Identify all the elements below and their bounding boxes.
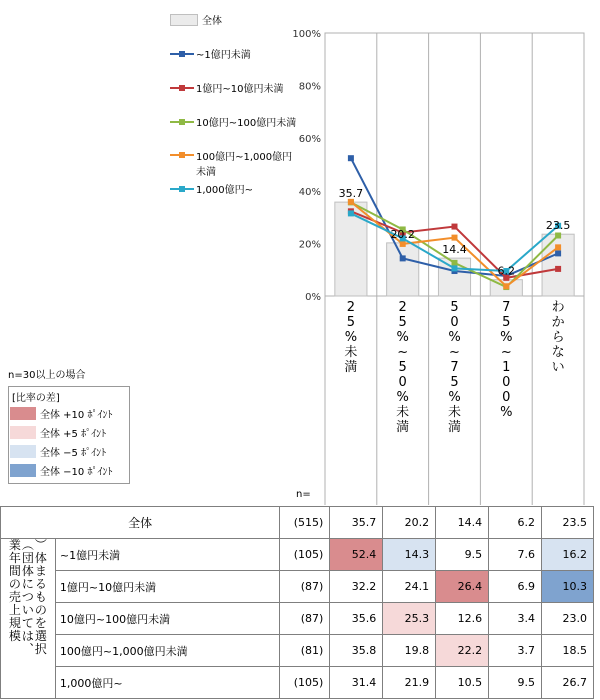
- cell: 35.7: [330, 507, 383, 539]
- category-label: [496, 300, 516, 420]
- category-label-char: な: [551, 345, 565, 360]
- series-point: [452, 224, 458, 230]
- category-label-char: 5: [398, 315, 407, 330]
- category-label: [393, 300, 413, 435]
- series-point: [503, 283, 509, 289]
- series-point: [348, 210, 354, 216]
- category-label-char: 7: [450, 360, 459, 375]
- cell: 26.4: [436, 571, 489, 603]
- cell: 6.2: [489, 507, 542, 539]
- diff-legend-title: [比率の差]: [12, 393, 60, 404]
- category-label-char: 0: [502, 390, 511, 405]
- cell: 10.3: [542, 571, 594, 603]
- category-label-char: %: [448, 330, 461, 345]
- category-label-char: ~: [449, 345, 460, 360]
- cell: 25.3: [383, 603, 436, 635]
- row-label: 10億円~100億円未満: [55, 603, 279, 635]
- cell: 12.6: [436, 603, 489, 635]
- category-label-char: 満: [396, 420, 410, 435]
- category-label-char: 5: [450, 375, 459, 390]
- category-label: [548, 300, 568, 375]
- y-tick-label: 80%: [298, 81, 321, 93]
- cell: 32.2: [330, 571, 383, 603]
- cell: 18.5: [542, 635, 594, 667]
- category-label-char: 0: [398, 375, 407, 390]
- category-label-char: 5: [450, 300, 459, 315]
- cell: 31.4: [330, 667, 383, 699]
- cell: 3.4: [489, 603, 542, 635]
- table-row: [1, 603, 594, 635]
- cell: 14.3: [383, 539, 436, 571]
- category-label-char: %: [396, 330, 409, 345]
- legend-series-1: [170, 46, 251, 61]
- cell: 10.5: [436, 667, 489, 699]
- cell: 22.2: [436, 635, 489, 667]
- diff-legend-item-label: 全体 +10 ﾎﾟｲﾝﾄ: [40, 410, 113, 421]
- data-table: [0, 506, 594, 699]
- bar: [542, 234, 574, 296]
- cell: 9.5: [489, 667, 542, 699]
- cell: 9.5: [436, 539, 489, 571]
- group-label: [1, 539, 56, 699]
- category-label-char: 1: [502, 360, 511, 375]
- category-label: [341, 300, 361, 375]
- row-n: (81): [280, 635, 330, 667]
- n-label: n=: [296, 489, 311, 500]
- diff-legend-item-label: 全体 +5 ﾎﾟｲﾝﾄ: [40, 429, 107, 440]
- category-label-char: か: [551, 315, 565, 330]
- legend-series-4: [170, 148, 292, 178]
- legend-series-3: [170, 114, 296, 129]
- table-row: [1, 667, 594, 699]
- legend-series-1-label: ~1億円未満: [196, 50, 251, 61]
- series-point: [400, 255, 406, 261]
- bar-data-label: 23.5: [545, 219, 571, 233]
- series-point: [555, 233, 561, 239]
- y-tick-label: 100%: [292, 29, 321, 40]
- category-label-char: 5: [502, 315, 511, 330]
- diff-legend-item: [10, 406, 112, 421]
- row-label: 1,000億円~: [55, 667, 279, 699]
- cell: 26.7: [542, 667, 594, 699]
- row-n: (515): [280, 507, 330, 539]
- cell: 24.1: [383, 571, 436, 603]
- category-label-char: ~: [397, 345, 409, 360]
- cell: 23.5: [542, 507, 594, 539]
- group-label-col: ︵ 団 体 に つ い て は ︑: [21, 538, 34, 656]
- diff-legend-item-label: 全体 −10 ﾎﾟｲﾝﾄ: [40, 467, 113, 478]
- category-label-char: 未: [447, 405, 461, 420]
- diff-legend-item: [10, 463, 112, 478]
- table-row-total: [1, 507, 594, 539]
- cell: 21.9: [383, 667, 436, 699]
- bar: [387, 243, 419, 296]
- diff-legend-item: [10, 425, 106, 440]
- category-label-char: 未: [344, 345, 358, 360]
- bar-data-label: 35.7: [338, 187, 364, 201]
- row-n: (87): [280, 571, 330, 603]
- legend-series-2: [170, 80, 283, 95]
- category-label-char: 満: [447, 420, 461, 435]
- y-tick-label: 20%: [298, 239, 321, 251]
- series-point: [555, 244, 561, 250]
- legend-series-5-label: 1,000億円~: [196, 185, 254, 196]
- cell: 7.6: [489, 539, 542, 571]
- category-label-char: い: [551, 360, 565, 375]
- cell: 35.8: [330, 635, 383, 667]
- bar-data-label: 14.4: [442, 243, 467, 257]
- y-tick-label: 40%: [298, 186, 321, 198]
- legend-series-4-label-b: 未満: [196, 167, 216, 178]
- series-point: [452, 260, 458, 266]
- cell: 6.9: [489, 571, 542, 603]
- bar-data-label: 20.2: [390, 227, 415, 241]
- row-label: 1億円~10億円未満: [55, 571, 279, 603]
- y-tick-label: 0%: [305, 292, 321, 303]
- table-row: [1, 571, 594, 603]
- cell: 52.4: [330, 539, 383, 571]
- category-label-char: %: [448, 390, 461, 405]
- category-label-char: 5: [346, 315, 356, 330]
- table-row: [1, 539, 594, 571]
- cell: 16.2: [542, 539, 594, 571]
- legend-series-2-label: 1億円~10億円未満: [196, 84, 284, 95]
- row-label: 100億円~1,000億円未満: [55, 635, 279, 667]
- category-label-char: %: [500, 405, 513, 420]
- series-point: [348, 155, 354, 161]
- category-label-char: %: [500, 330, 513, 345]
- category-label-char: 満: [344, 360, 358, 375]
- legend-total-label: 全体: [202, 16, 222, 27]
- category-label-char: 7: [502, 300, 511, 315]
- series-point: [452, 235, 458, 241]
- legend-series-3-label: 10億円~100億円未満: [196, 118, 297, 129]
- category-label: [445, 300, 465, 435]
- legend-total: [170, 12, 222, 27]
- diff-legend-item: [10, 444, 106, 459]
- row-label: 全体: [1, 507, 280, 539]
- series-point: [555, 250, 561, 256]
- cell: 19.8: [383, 635, 436, 667]
- row-n: (105): [280, 539, 330, 571]
- series-point: [452, 265, 458, 271]
- cell: 3.7: [489, 635, 542, 667]
- series-point: [555, 266, 561, 272]
- category-label-char: わ: [551, 300, 565, 315]
- legend-series-4-label-a: 100億円~1,000億円: [196, 152, 293, 163]
- n30-note: n=30以上の場合: [8, 370, 86, 381]
- category-label-char: 0: [450, 315, 459, 330]
- row-n: (105): [280, 667, 330, 699]
- y-tick-label: 60%: [298, 134, 321, 146]
- cell: 14.4: [436, 507, 489, 539]
- table-row: [1, 635, 594, 667]
- category-label-char: %: [344, 330, 358, 345]
- group-label-col: 業 年 間 の 売 上 規 模: [8, 538, 21, 643]
- category-label-char: 未: [396, 405, 410, 420]
- legend-series-5: [170, 181, 253, 196]
- cell: 20.2: [383, 507, 436, 539]
- category-label-char: 2: [398, 300, 407, 315]
- row-n: (87): [280, 603, 330, 635]
- category-label-char: 5: [398, 360, 407, 375]
- category-label-char: 0: [502, 375, 511, 390]
- bar-data-label: 6.2: [497, 264, 516, 278]
- group-label-col: ︶ 体 ま る も の を 選 択: [34, 538, 47, 656]
- category-label-char: %: [396, 390, 409, 405]
- series-point: [400, 241, 406, 247]
- category-label-char: ら: [551, 330, 565, 345]
- category-label-char: 2: [346, 300, 356, 315]
- row-label: ~1億円未満: [55, 539, 279, 571]
- diff-legend-item-label: 全体 −5 ﾎﾟｲﾝﾄ: [40, 448, 107, 459]
- cell: 23.0: [542, 603, 594, 635]
- category-label-char: ~: [500, 345, 512, 360]
- cell: 35.6: [330, 603, 383, 635]
